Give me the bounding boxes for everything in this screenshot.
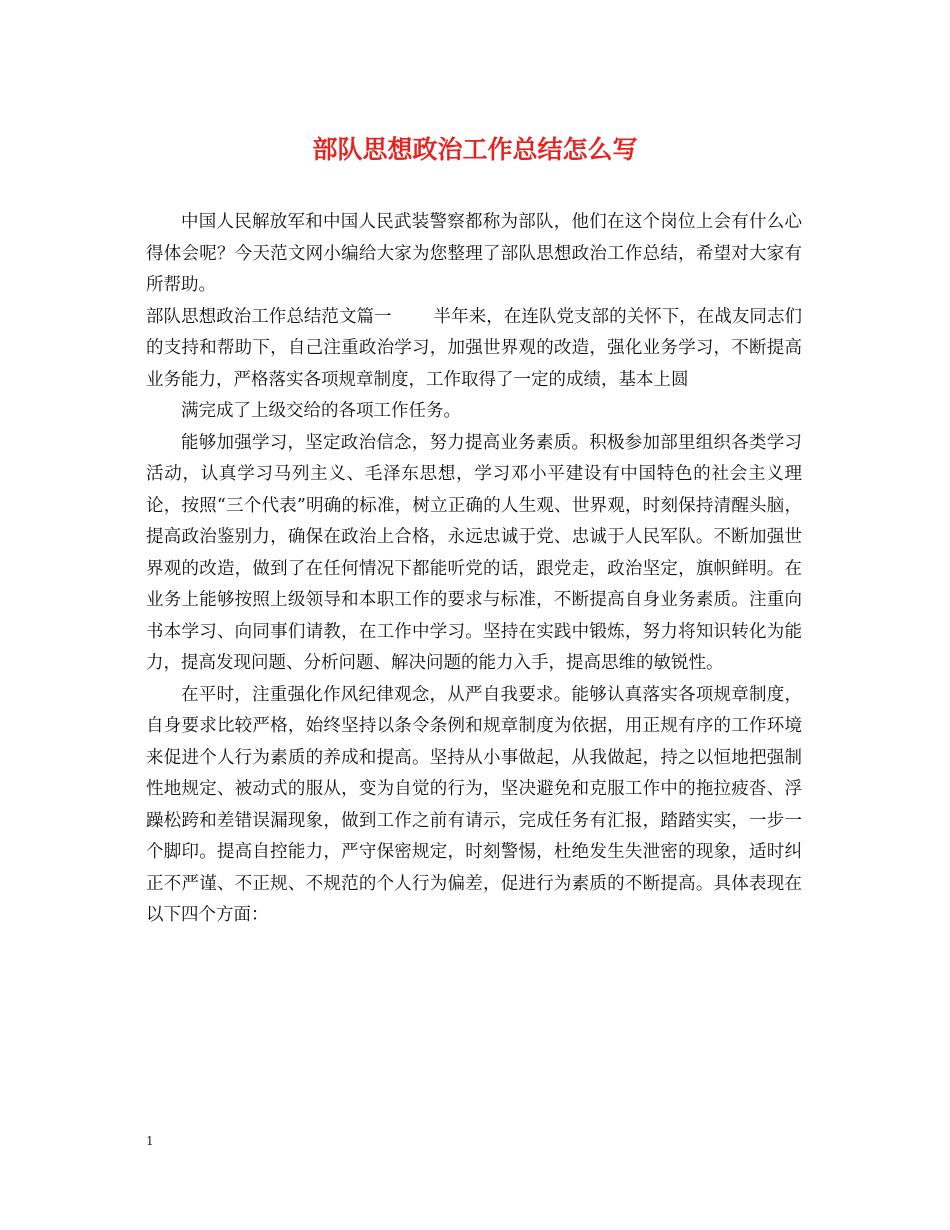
section-opening-text: 半年来，在连队党支部的关怀下，在战友同志们的支持和帮助下，自己注重政治学习，加强世界观的改造，强化业务学习，不断提高业务能力，严格落实各项规章制度，工作取得了一定的成绩，基本上圆 [146, 306, 803, 390]
document-title: 部队思想政治工作总结怎么写 [312, 135, 638, 164]
section-heading: 部队思想政治工作总结范文篇一 [146, 306, 392, 327]
intro-paragraph: 中国人民解放军和中国人民武装警察都称为部队，他们在这个岗位上会有什么心得体会呢？今天范文网小编给大家为您整理了部队思想政治工作总结，希望对大家有所帮助。 [146, 212, 802, 295]
section-continuation: 满完成了上级交给的各项工作任务。 [181, 401, 461, 421]
section-paragraph [146, 302, 802, 397]
body-paragraph-study: 能够加强学习，坚定政治信念，努力提高业务素质。积极参加部里组织各类学习活动，认真学习马列主义、毛泽东思想，学习邓小平建设有中国特色的社会主义理论，按照“三个代表”明确的标准，树立正确的人生观、世界观，时刻保持清醒头脑，提高政治鉴别力，确保在政治上合格，永远忠诚于党、忠诚于人民军队。不断加强世界观的改造，做到了在任何情况下都能听党的话，跟党走，政治坚定，旗帜鲜明。在业务上能够按照上级领导和本职工作的要求与标准，不断提高自身业务素质。注重向书本学习、向同事们请教，在工作中学习。坚持在实践中锻炼，努力将知识转化为能力，提高发现问题、分析问题、解决问题的能力入手，提高思维的敏锐性。 [146, 432, 802, 673]
body-paragraph-discipline: 在平时，注重强化作风纪律观念，从严自我要求。能够认真落实各项规章制度，自身要求比较严格，始终坚持以条令条例和规章制度为依据，用正规有序的工作环境来促进个人行为素质的养成和提高。坚持从小事做起，从我做起，持之以恒地把强制性地规定、被动式的服从，变为自觉的行为，坚决避免和克服工作中的拖拉疲沓、浮躁松跨和差错误漏现象，做到工作之前有请示，完成任务有汇报，踏踏实实，一步一个脚印。提高自控能力，严守保密规定，时刻警惕，杜绝发生失泄密的现象，适时纠正不严谨、不正规、不规范的个人行为偏差，促进行为素质的不断提高。具体表现在以下四个方面： [146, 684, 802, 925]
document-body [146, 207, 802, 932]
page-number: 1 [146, 1134, 154, 1148]
